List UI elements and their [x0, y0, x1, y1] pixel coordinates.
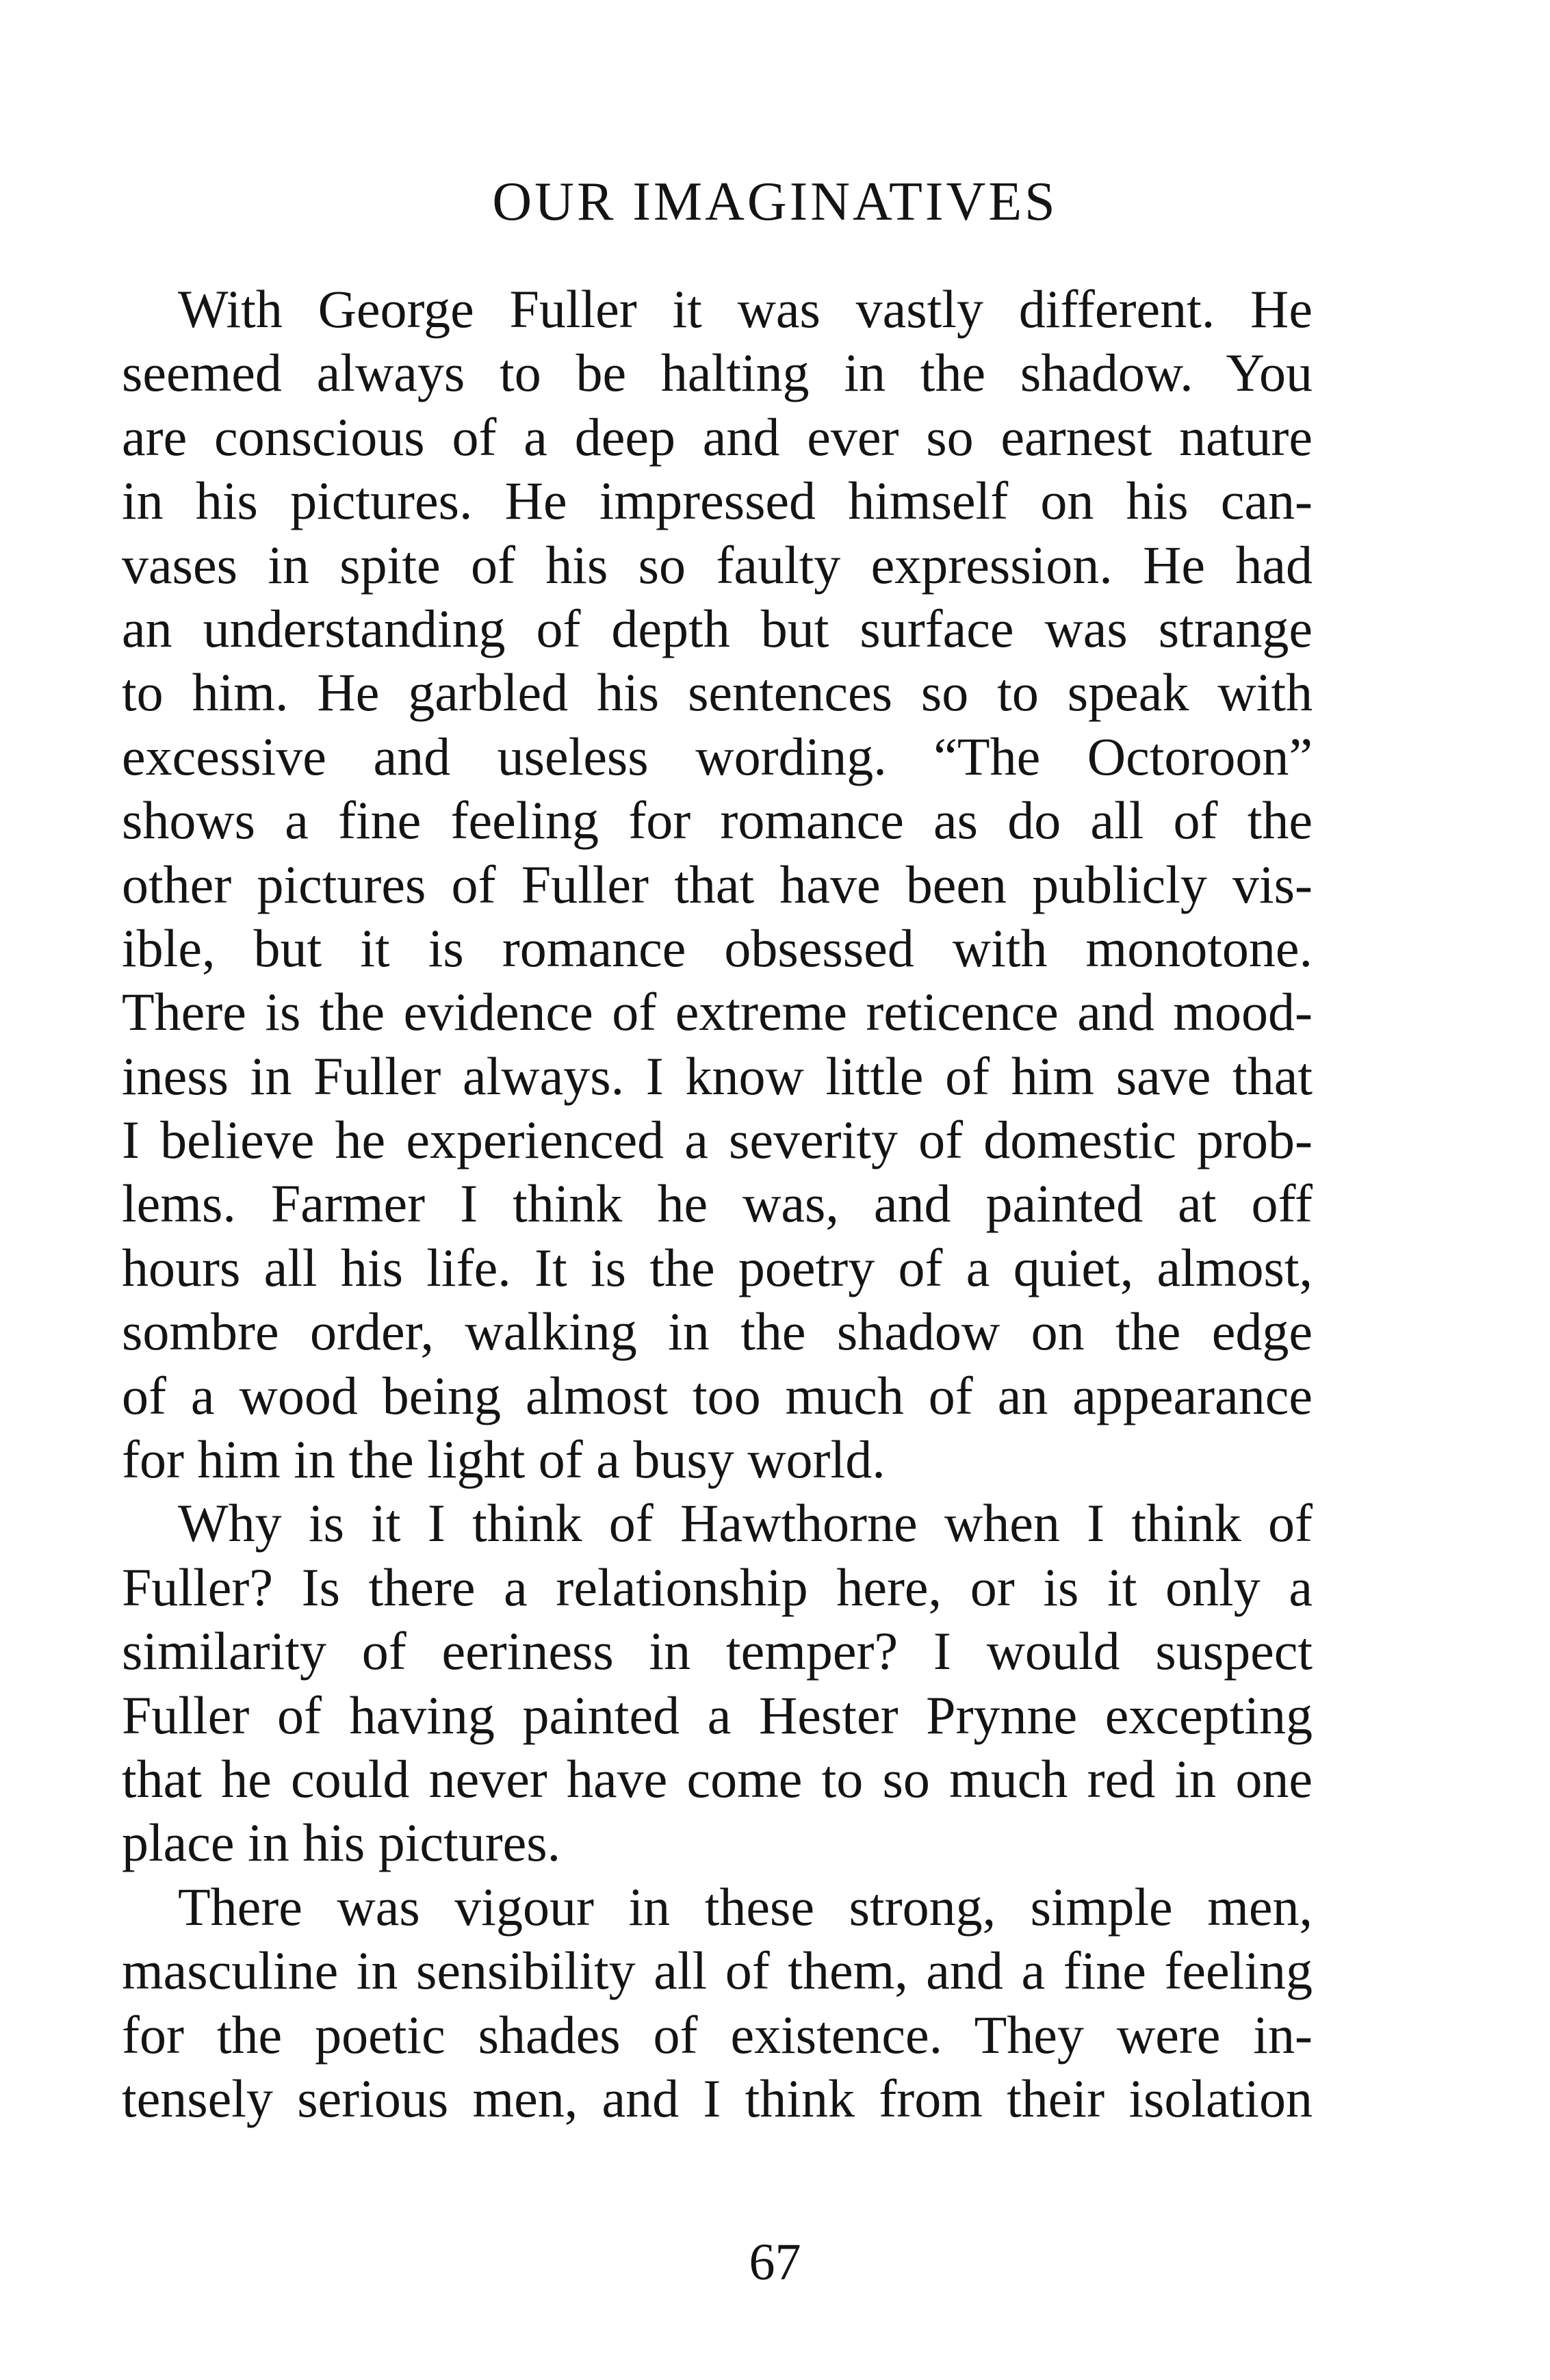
text-line: of a wood being almost too much of an appearance	[122, 1365, 1313, 1425]
text-line: shows a fine feeling for romance as do all of the	[122, 790, 1313, 851]
text-line: seemed always to be halting in the shadow. You	[122, 343, 1313, 403]
text-line: place in his pictures.	[122, 1813, 561, 1873]
text-line: to him. He garbled his sentences so to speak with	[122, 662, 1313, 723]
running-head: OUR IMAGINATIVES	[492, 172, 1058, 232]
text-line: similarity of eeriness in temper? I would suspect	[122, 1621, 1313, 1681]
text-line: Fuller of having painted a Hester Prynne excepting	[122, 1685, 1313, 1745]
text-line: excessive and useless wording. “The Octoroon”	[122, 726, 1313, 786]
page-number: 67	[749, 2234, 801, 2291]
text-line: Why is it I think of Hawthorne when I think of	[178, 1493, 1313, 1553]
text-line: tensely serious men, and I think from their isolation	[122, 2068, 1313, 2128]
text-line: There is the evidence of extreme reticence and mood-	[122, 982, 1313, 1042]
text-line: With George Fuller it was vastly different. He	[178, 279, 1313, 339]
text-line: Fuller? Is there a relationship here, or is it only a	[122, 1557, 1313, 1617]
text-line: iness in Fuller always. I know little of him save that	[122, 1046, 1313, 1106]
text-line: vases in spite of his so faulty expression. He had	[122, 534, 1313, 595]
text-line: I believe he experienced a severity of domestic prob-	[122, 1110, 1313, 1170]
text-line: masculine in sensibility all of them, and a fine feeling	[122, 1941, 1313, 2001]
text-line: sombre order, walking in the shadow on the edge	[122, 1302, 1313, 1362]
text-line: are conscious of a deep and ever so earnest nature	[122, 406, 1313, 467]
body-text	[122, 277, 1313, 2130]
text-line: an understanding of depth but surface was strange	[122, 598, 1313, 658]
text-line: ible, but it is romance obsessed with monotone.	[122, 918, 1313, 978]
text-line: in his pictures. He impressed himself on his can-	[122, 471, 1313, 531]
text-line: other pictures of Fuller that have been publicly vis-	[122, 854, 1313, 914]
text-line: that he could never have come to so much red in one	[122, 1748, 1313, 1809]
text-line: lems. Farmer I think he was, and painted at off	[122, 1174, 1313, 1234]
text-line: for the poetic shades of existence. They were in-	[122, 2004, 1313, 2065]
text-line: for him in the light of a busy world.	[122, 1430, 886, 1490]
text-line: hours all his life. It is the poetry of a quiet, almost,	[122, 1237, 1313, 1297]
text-line: There was vigour in these strong, simple men,	[178, 1876, 1313, 1937]
